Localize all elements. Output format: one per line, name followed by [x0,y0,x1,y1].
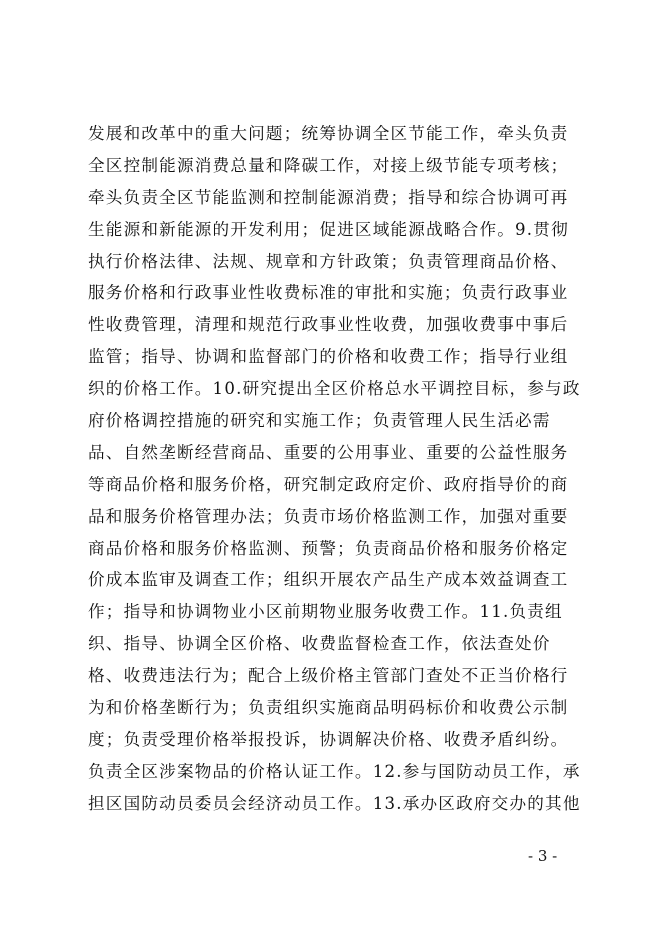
text-line: 负责全区涉案物品的价格认证工作。12.参与国防动员工作，承 [88,761,581,781]
text-line: 价成本监审及调查工作；组织开展农产品生产成本效益调查工 [88,570,569,590]
text-line: 担区国防动员委员会经济动员工作。13.承办区政府交办的其他 [88,793,581,813]
text-line: 为和价格垄断行为；负责组织实施商品明码标价和收费公示制 [88,698,569,718]
text-line: 等商品价格和服务价格，研究制定政府定价、政府指导价的商 [88,474,569,494]
text-line: 品、自然垄断经营商品、重要的公用事业、重要的公益性服务 [88,442,569,462]
text-line: 商品价格和服务价格监测、预警；负责商品价格和服务价格定 [88,538,569,558]
body-text [88,118,588,820]
text-line: 度；负责受理价格举报投诉，协调解决价格、收费矛盾纠纷。 [88,729,569,749]
text-line: 格、收费违法行为；配合上级价格主管部门查处不正当价格行 [88,666,569,686]
text-line: 织的价格工作。10.研究提出全区价格总水平调控目标，参与政 [88,379,581,399]
text-line: 品和服务价格管理办法；负责市场价格监测工作，加强对重要 [88,506,569,526]
text-line: 牵头负责全区节能监测和控制能源消费；指导和综合协调可再 [88,187,569,207]
text-line: 监管；指导、协调和监督部门的价格和收费工作；指导行业组 [88,347,569,367]
text-line: 性收费管理，清理和规范行政事业性收费，加强收费事中事后 [88,315,569,335]
text-line: 织、指导、协调全区价格、收费监督检查工作，依法查处价 [88,634,551,654]
text-line: 全区控制能源消费总量和降碳工作，对接上级节能专项考核； [88,155,569,175]
text-line: 执行价格法律、法规、规章和方针政策；负责管理商品价格、 [88,251,569,271]
text-line: 生能源和新能源的开发利用；促进区域能源战略合作。9.贯彻 [88,219,569,239]
page-number: - 3 - [528,847,558,865]
text-line: 作；指导和协调物业小区前期物业服务收费工作。11.负责组 [88,602,563,622]
text-line: 服务价格和行政事业性收费标准的审批和实施；负责行政事业 [88,283,569,303]
text-line: 府价格调控措施的研究和实施工作；负责管理人民生活必需 [88,411,551,431]
text-line: 发展和改革中的重大问题；统筹协调全区节能工作，牵头负责 [88,124,569,143]
